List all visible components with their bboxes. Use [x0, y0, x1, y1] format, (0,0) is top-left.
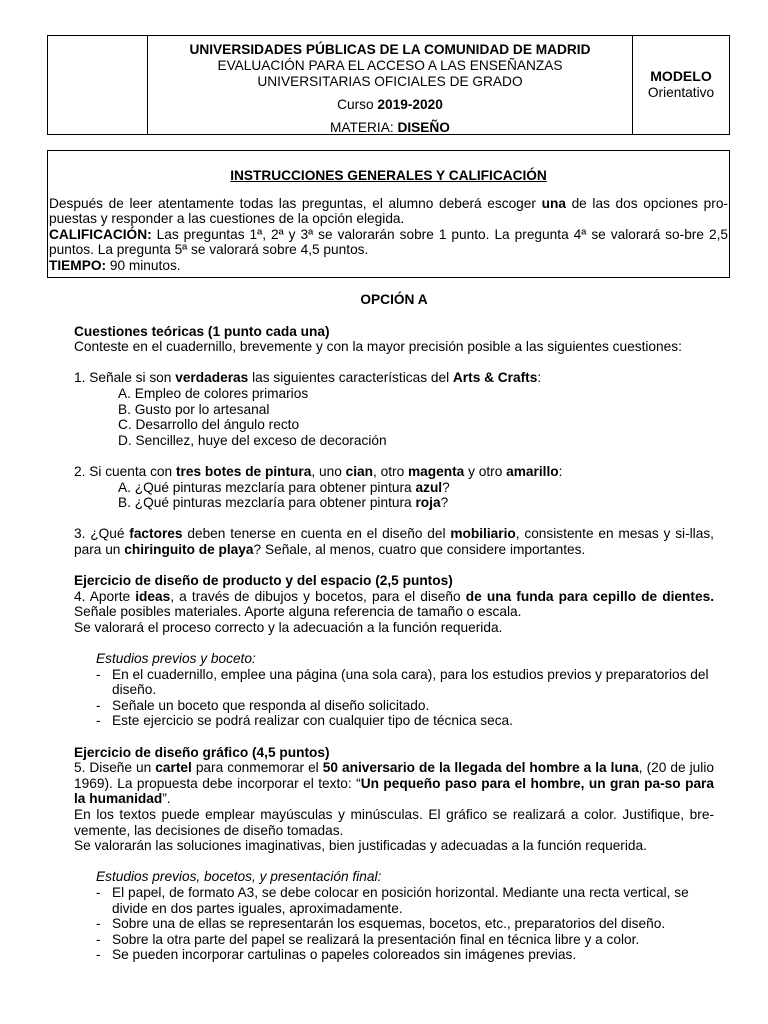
- theory-heading: Cuestiones teóricas (1 punto cada una): [74, 323, 330, 339]
- question-5-bullet: - Se pueden incorporar cartulinas o papeles coloreados sin imágenes previas.: [96, 947, 577, 963]
- question-1-option: A. Empleo de colores primarios: [118, 385, 309, 401]
- course-line: Curso 2019-2020: [337, 97, 443, 112]
- model-cell: [633, 36, 729, 134]
- question-5-studies-heading: Estudios previos, bocetos, y presentación final:: [96, 869, 382, 885]
- header-table: [47, 35, 730, 135]
- question-4-evaluation: Se valorará el proceso correcto y la adecuación a la función requerida.: [74, 619, 503, 635]
- question-1-option: B. Gusto por lo artesanal: [118, 401, 270, 417]
- question-4-studies-heading: Estudios previos y boceto:: [96, 651, 256, 667]
- exam-title-line1: EVALUACIÓN PARA EL ACCESO A LAS ENSEÑANZAS: [217, 58, 563, 73]
- model-label: MODELO: [650, 68, 712, 85]
- question-2-option-a: A. ¿Qué pinturas mezclaría para obtener pintura azul?: [118, 479, 450, 495]
- question-5-bullet: - Sobre la otra parte del papel se realizará la presentación final en técnica libre y a color.: [96, 931, 640, 947]
- question-2: 2. Si cuenta con tres botes de pintura, uno cian, otro magenta y otro amarillo:: [74, 463, 563, 479]
- question-5: 5. Diseñe un cartel para conmemorar el 50 aniversario de la llegada del hombre a la luna, (20 de julio 1969). La propuesta debe incorporar el texto: “Un pequeño paso para el hombre, un gran pa-so para la humanidad”.: [74, 760, 714, 807]
- subject-line: MATERIA: DISEÑO: [330, 120, 450, 135]
- model-sublabel: Orientativo: [647, 85, 715, 100]
- question-2-option-b: B. ¿Qué pinturas mezclaría para obtener pintura roja?: [118, 495, 449, 511]
- exam-title-line2: UNIVERSITARIAS OFICIALES DE GRADO: [257, 74, 523, 89]
- header-logo-cell: [48, 36, 148, 134]
- question-1: 1. Señale si son verdaderas las siguientes características del Arts & Crafts:: [74, 370, 542, 386]
- question-5-text: En los textos puede emplear mayúsculas y minúsculas. El gráfico se realizará a color. Justifique, bre-vemente, las decisiones de diseño tomadas.: [74, 807, 714, 838]
- instructions-paragraph: Después de leer atentamente todas las preguntas, el alumno deberá escoger una de las dos opciones pro-puestas y responder a las cuestiones de la opción elegida.: [49, 195, 728, 227]
- university-title: UNIVERSIDADES PÚBLICAS DE LA COMUNIDAD DE MADRID: [189, 42, 591, 57]
- option-title: OPCIÓN A: [360, 292, 428, 307]
- question-4: 4. Aporte ideas, a través de dibujos y bocetos, para el diseño de una funda para cepillo de dientes. Señale posibles materiales. Aporte alguna referencia de tamaño o escala.: [74, 588, 714, 620]
- exercise-1-heading: Ejercicio de diseño de producto y del espacio (2,5 puntos): [74, 573, 453, 589]
- question-5-evaluation: Se valorarán las soluciones imaginativas, bien justificadas y adecuadas a la función requerida.: [74, 838, 647, 854]
- instructions-box: [47, 150, 730, 278]
- question-3: 3. ¿Qué factores deben tenerse en cuenta en el diseño del mobiliario, consistente en mesas y si-llas, para un chiringuito de playa? Señale, al menos, cuatro que considere importantes.: [74, 526, 714, 557]
- header-title-cell: [148, 36, 633, 134]
- question-5-bullet: - El papel, de formato A3, se debe colocar en posición horizontal. Mediante una recta vertical, se divide en dos partes iguales, aproximadamente.: [96, 884, 689, 916]
- question-4-bullet: - En el cuadernillo, emplee una página (una sola cara), para los estudios previos y preparatorios del diseño.: [96, 666, 709, 698]
- instructions-title: INSTRUCCIONES GENERALES Y CALIFICACIÓN: [230, 168, 547, 183]
- question-5-bullet: - Sobre una de ellas se representarán los esquemas, bocetos, etc., preparatorios del diseño.: [96, 916, 666, 932]
- question-4-bullet: - Señale un boceto que responda al diseño solicitado.: [96, 697, 430, 713]
- theory-intro: Conteste en el cuadernillo, brevemente y con la mayor precisión posible a las siguientes cuestiones:: [74, 339, 682, 355]
- question-4-bullet: - Este ejercicio se podrá realizar con cualquier tipo de técnica seca.: [96, 713, 513, 729]
- question-1-option: D. Sencillez, huye del exceso de decoración: [118, 432, 387, 448]
- grading-paragraph: CALIFICACIÓN: Las preguntas 1ª, 2ª y 3ª se valorarán sobre 1 punto. La pregunta 4ª se valorará so-bre 2,5 puntos. La pregunta 5ª se valorará sobre 4,5 puntos.: [49, 226, 728, 258]
- exercise-2-heading: Ejercicio de diseño gráfico (4,5 puntos): [74, 744, 330, 760]
- time-paragraph: TIEMPO: 90 minutos.: [49, 257, 181, 273]
- question-1-option: C. Desarrollo del ángulo recto: [118, 417, 300, 433]
- exam-content: [74, 292, 714, 963]
